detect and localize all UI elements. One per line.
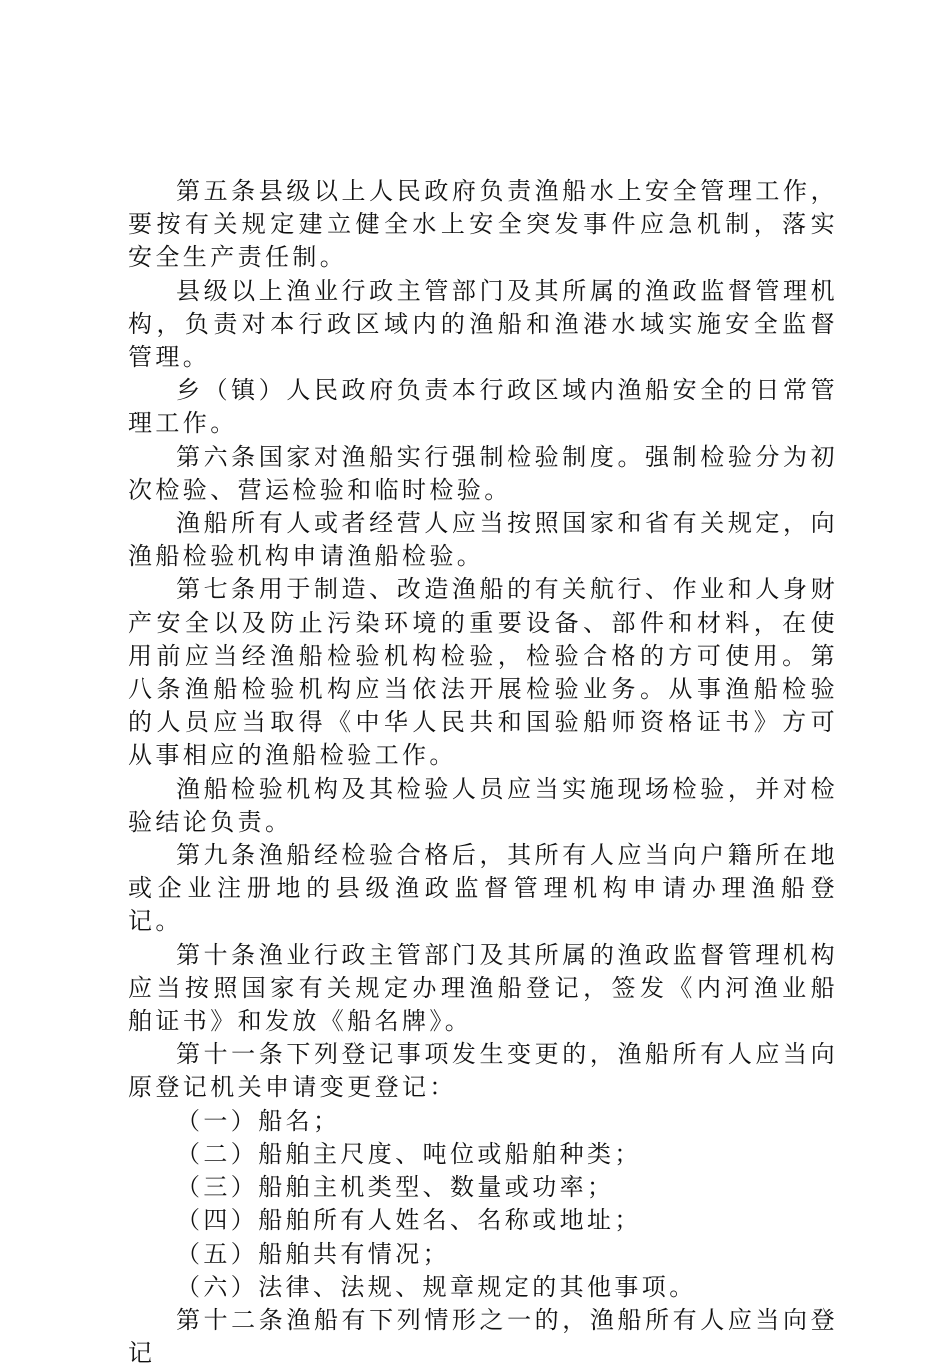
list-item: （三）船舶主机类型、数量或功率； [176,1173,615,1202]
list-item: （五）船舶共有情况； [176,1239,450,1268]
paragraph-article-5: 第五条县级以上人民政府负责渔船水上安全管理工作，要按有关规定建立健全水上安全突发事件应急机制，落实安全生产责任制。 [128,177,838,272]
paragraph-article-6: 第六条国家对渔船实行强制检验制度。强制检验分为初次检验、营运检验和临时检验。 [128,442,838,504]
document-body [128,175,838,1370]
list-item: （四）船舶所有人姓名、名称或地址； [176,1206,642,1235]
paragraph-article-12: 第十二条渔船有下列情形之一的，渔船所有人应当向登记 [128,1305,838,1368]
paragraph-fishery-department: 县级以上渔业行政主管部门及其所属的渔政监督管理机构，负责对本行政区域内的渔船和渔港水域实施安全监督管理。 [128,276,838,372]
paragraph-article-9: 第九条渔船经检验合格后，其所有人应当向户籍所在地或企业注册地的县级渔政监督管理机构申请办理渔船登记。 [128,841,838,936]
list-item: （一）船名； [176,1106,341,1135]
list-item: （六）法律、法规、规章规定的其他事项。 [176,1272,697,1301]
paragraph-article-7-8: 第七条用于制造、改造渔船的有关航行、作业和人身财产安全以及防止污染环境的重要设备、部件和材料，在使用前应当经渔船检验机构检验，检验合格的方可使用。第八条渔船检验机构应当依法开展检验业务。从事渔船检验的人员应当取得《中华人民共和国验船师资格证书》方可从事相应的渔船检验工作。 [128,575,838,770]
paragraph-onsite-inspection: 渔船检验机构及其检验人员应当实施现场检验，并对检验结论负责。 [128,774,838,836]
paragraph-article-10: 第十条渔业行政主管部门及其所属的渔政监督管理机构应当按照国家有关规定办理渔船登记，签发《内河渔业船舶证书》和发放《船名牌》。 [128,940,838,1036]
list-item: （二）船舶主尺度、吨位或船舶种类； [176,1139,642,1168]
paragraph-township-government: 乡（镇）人民政府负责本行政区域内渔船安全的日常管理工作。 [128,376,838,438]
paragraph-article-11: 第十一条下列登记事项发生变更的，渔船所有人应当向原登记机关申请变更登记： [128,1040,838,1102]
paragraph-inspection-application: 渔船所有人或者经营人应当按照国家和省有关规定，向渔船检验机构申请渔船检验。 [128,509,838,571]
